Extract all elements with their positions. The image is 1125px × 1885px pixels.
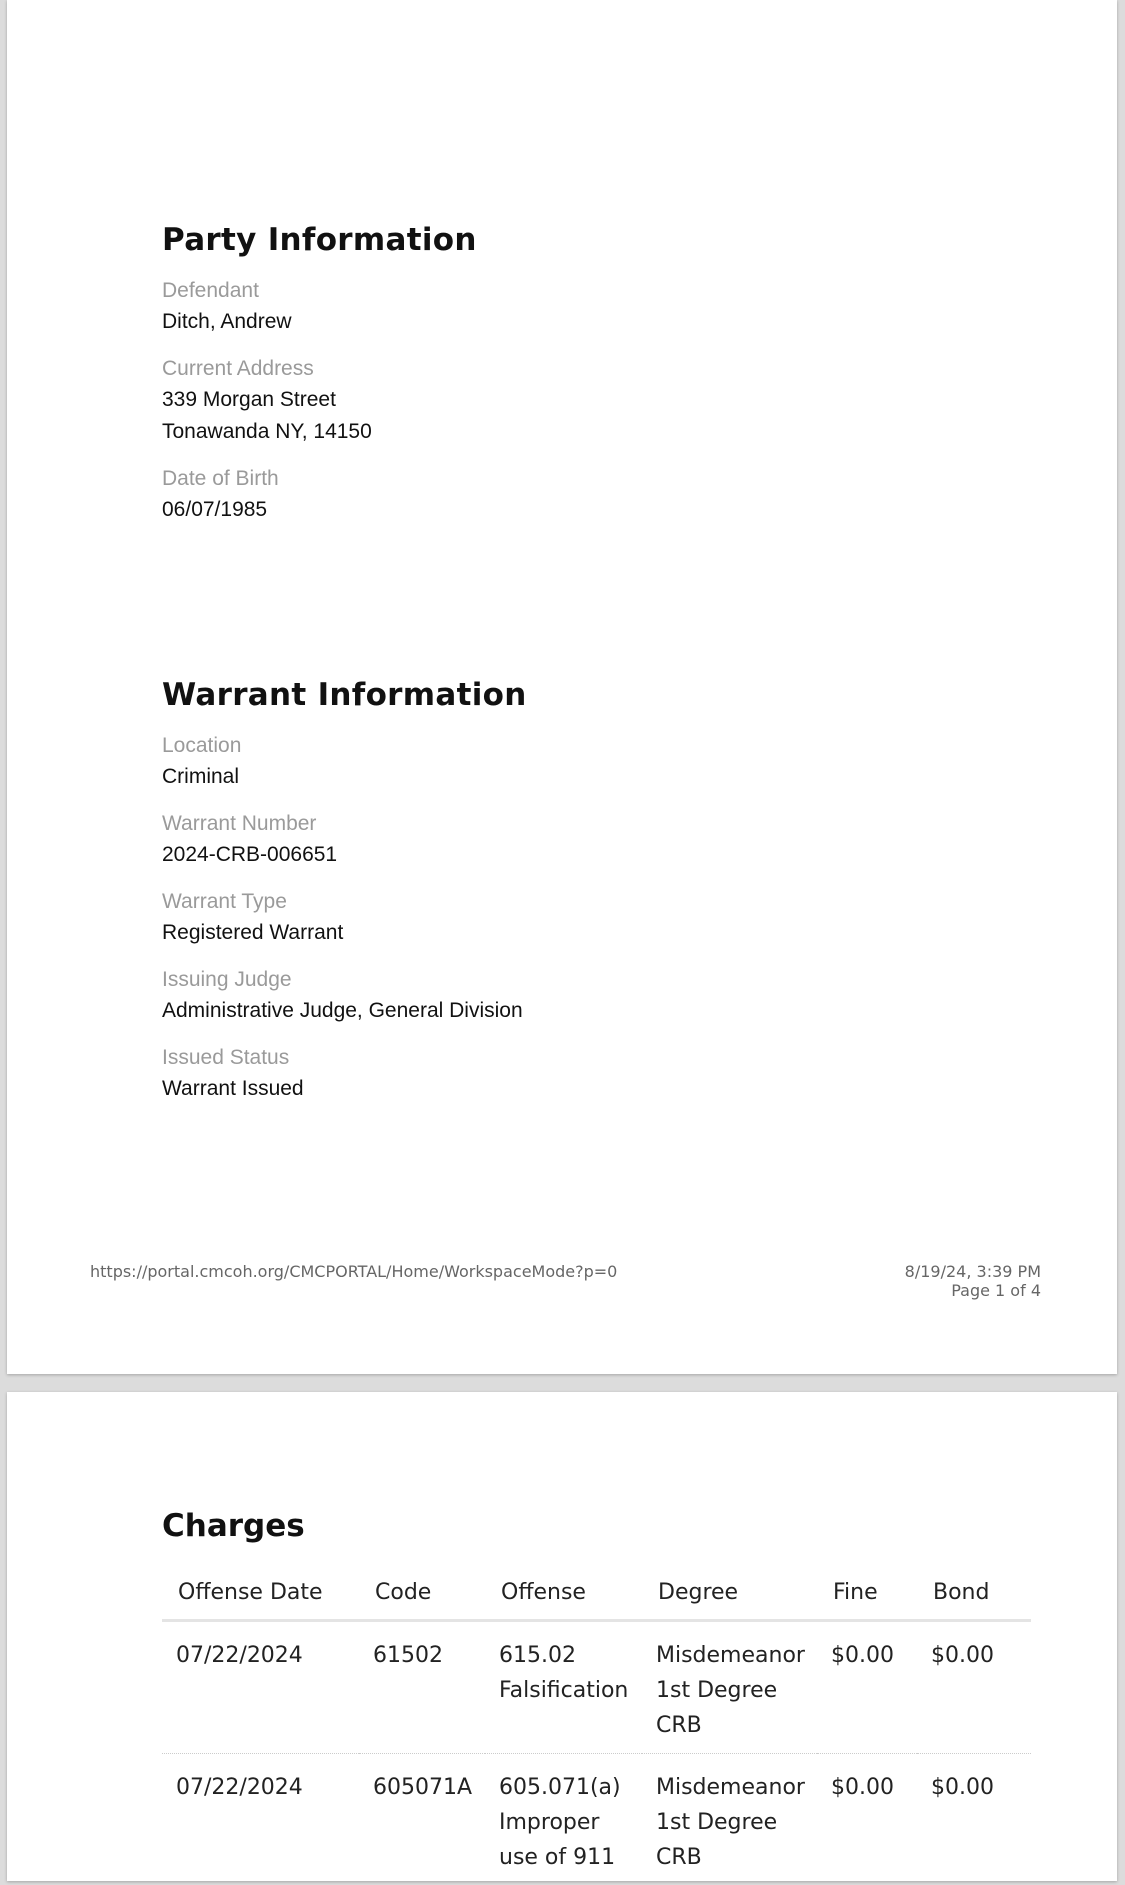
table-row: [162, 1754, 1031, 1885]
bond-cell: $0.00: [917, 1754, 1031, 1885]
issuing-judge-value: Administrative Judge, General Division: [162, 995, 527, 1027]
degree-cell: [642, 1621, 817, 1754]
charges-section: [162, 1508, 305, 1544]
degree-line: 1st Degree: [656, 1673, 817, 1708]
offense-line: Improper: [499, 1805, 642, 1840]
offense-line: 615.02: [499, 1638, 642, 1673]
col-fine: Fine: [817, 1575, 917, 1621]
issuing-judge-field: [162, 965, 527, 1027]
offense-date-cell: 07/22/2024: [162, 1621, 359, 1754]
fine-cell: $0.00: [817, 1754, 917, 1885]
footer-meta: [905, 1262, 1041, 1300]
issuing-judge-label: Issuing Judge: [162, 965, 527, 995]
current-address-value: [162, 384, 477, 448]
offense-line: use of 911: [499, 1840, 642, 1875]
charges-table: [162, 1575, 1031, 1885]
bond-cell: $0.00: [917, 1621, 1031, 1754]
defendant-field: [162, 276, 477, 338]
current-address-field: [162, 354, 477, 448]
warrant-information-heading: Warrant Information: [162, 677, 527, 713]
defendant-label: Defendant: [162, 276, 477, 306]
footer-datetime: 8/19/24, 3:39 PM: [905, 1262, 1041, 1281]
col-degree: Degree: [642, 1575, 817, 1621]
offense-line: Falsification: [499, 1673, 642, 1708]
degree-line: CRB: [656, 1708, 817, 1743]
degree-cell: [642, 1754, 817, 1885]
warrant-type-field: [162, 887, 527, 949]
date-of-birth-label: Date of Birth: [162, 464, 477, 494]
warrant-type-label: Warrant Type: [162, 887, 527, 917]
col-offense: Offense: [485, 1575, 642, 1621]
party-information-section: [162, 222, 477, 526]
offense-cell: [485, 1621, 642, 1754]
charges-heading: Charges: [162, 1508, 305, 1544]
offense-date-cell: 07/22/2024: [162, 1754, 359, 1885]
party-information-heading: Party Information: [162, 222, 477, 258]
document-page-1: [7, 0, 1117, 1374]
degree-line: CRB: [656, 1840, 817, 1875]
col-offense-date: Offense Date: [162, 1575, 359, 1621]
col-code: Code: [359, 1575, 485, 1621]
defendant-value: Ditch, Andrew: [162, 306, 477, 338]
degree-line: Misdemeanor: [656, 1770, 817, 1805]
footer-url[interactable]: https://portal.cmcoh.org/CMCPORTAL/Home/WorkspaceMode?p=0: [90, 1262, 617, 1281]
current-address-label: Current Address: [162, 354, 477, 384]
offense-line: 605.071(a): [499, 1770, 642, 1805]
issued-status-label: Issued Status: [162, 1043, 527, 1073]
warrant-type-value: Registered Warrant: [162, 917, 527, 949]
document-page-2: [7, 1392, 1117, 1881]
location-field: [162, 731, 527, 793]
code-cell: 61502: [359, 1621, 485, 1754]
warrant-information-section: [162, 677, 527, 1105]
issued-status-field: [162, 1043, 527, 1105]
degree-line: Misdemeanor: [656, 1638, 817, 1673]
warrant-number-field: [162, 809, 527, 871]
table-row: [162, 1621, 1031, 1754]
offense-cell: [485, 1754, 642, 1885]
col-bond: Bond: [917, 1575, 1031, 1621]
issued-status-value: Warrant Issued: [162, 1073, 527, 1105]
code-cell: 605071A: [359, 1754, 485, 1885]
degree-line: 1st Degree: [656, 1805, 817, 1840]
date-of-birth-field: [162, 464, 477, 526]
location-value: Criminal: [162, 761, 527, 793]
address-line-2: Tonawanda NY, 14150: [162, 416, 477, 448]
location-label: Location: [162, 731, 527, 761]
footer-page-number: Page 1 of 4: [905, 1281, 1041, 1300]
fine-cell: $0.00: [817, 1621, 917, 1754]
warrant-number-value: 2024-CRB-006651: [162, 839, 527, 871]
date-of-birth-value: 06/07/1985: [162, 494, 477, 526]
address-line-1: 339 Morgan Street: [162, 384, 477, 416]
charges-header-row: [162, 1575, 1031, 1621]
warrant-number-label: Warrant Number: [162, 809, 527, 839]
